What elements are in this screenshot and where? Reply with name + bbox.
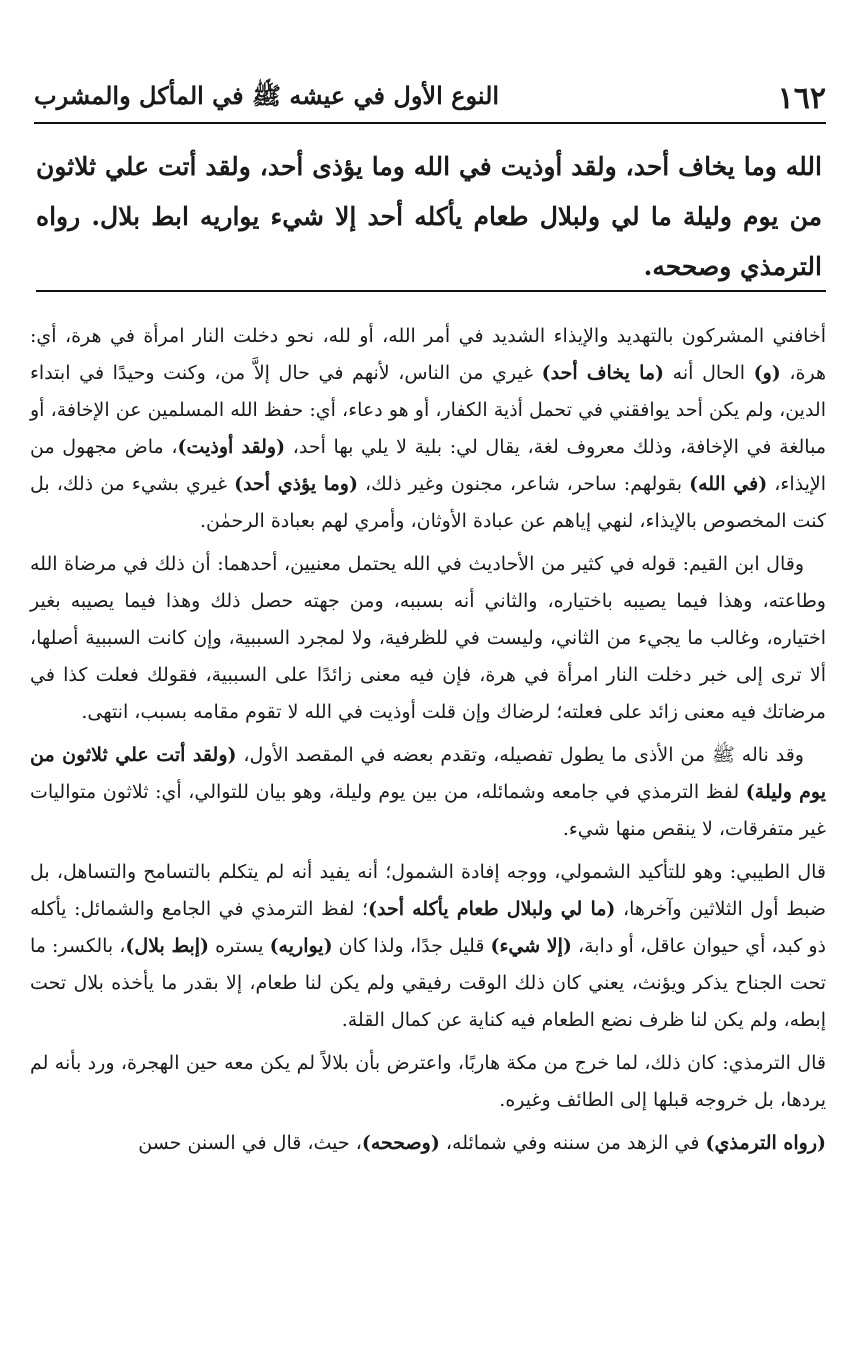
- text-run: ، بالكسر: ما تحت الجناح يذكر ويؤنث، يعني كان ذلك الوقت رفيقي ولم يكن لنا طعام، إلا بقدر ما يأخذه بلال تحت إبطه، ولم يكن لنا ظرف نضع الطعام فيه كناية عن كمال القلة.: [30, 935, 826, 1031]
- commentary-paragraph-1: [30, 318, 826, 540]
- text-run: غيري بشيء من ذلك، بل كنت المخصوص بالإيذاء، لنهي إياهم عن عبادة الأوثان، وأمري لهم بعبادة الرحمٰن.: [30, 473, 826, 532]
- text-run: ؛ لفظ الترمذي في الجامع والشمائل: يأكله ذو كبد، أي حيوان عاقل، أو دابة،: [30, 898, 826, 957]
- bold-quote: (إبط بلال): [125, 935, 210, 957]
- text-run: يستره: [209, 935, 270, 957]
- commentary-paragraph-2: وقال ابن القيم: قوله في كثير من الأحاديث في الله يحتمل معنيين، أحدهما: أن ذلك في مرضاة الله وطاعته، وهذا فيما يصيبه باختياره، والثاني أنه بسببه، ومن جهته حصل ذلك وهذا فيما يصيبه بغير اختياره، وغالب ما يجيء من الثاني، وليست في للظرفية، ولا لمجرد السببية، وإن كانت السببية أصلها، ألا ترى إلى خبر دخلت النار امرأة في هرة، فإن فيه معنى زائدًا على السببية، فقولك فعلت كذا في مرضاتك فيه معنى زائد على فعلته؛ لرضاك وإن قلت أوذيت في الله لا تقوم مقامه بسبب، انتهى.: [30, 553, 826, 723]
- text-run: وقد ناله ﷺ من الأذى ما يطول تفصيله، وتقدم بعضه في المقصد الأول،: [236, 744, 804, 766]
- commentary-paragraph-5: قال الترمذي: كان ذلك، لما خرج من مكة هاربًا، واعترض بأن بلالاً لم يكن معه حين الهجرة، ورد بأنه لم يردها، بل خروجه قبلها إلى الطائف وغيره.: [30, 1052, 826, 1111]
- page-number: ١٦٢: [777, 81, 826, 116]
- commentary-paragraph-3: [30, 737, 826, 848]
- bold-quote: (وصححه): [361, 1132, 440, 1154]
- text-run: أخافني المشركون بالتهديد والإيذاء الشديد في أمر الله، أو لله، نحو دخلت النار امرأة في هرة، أي: هرة،: [30, 325, 826, 384]
- bold-quote: (يواريه): [269, 935, 333, 957]
- text-run: ، حيث، قال في السنن حسن: [138, 1132, 362, 1154]
- text-run: قليل جدًا، ولذا كان: [332, 935, 491, 957]
- text-run: بقولهم: ساحر، شاعر، مجنون وغير ذلك،: [357, 473, 690, 495]
- page-header: [34, 74, 826, 124]
- bold-quote: (ولقد أتت علي ثلاثون من يوم وليلة): [30, 744, 826, 803]
- commentary-paragraph-6: [30, 1125, 826, 1162]
- bold-quote: (ما لي ولبلال طعام يأكله أحد): [368, 898, 616, 920]
- text-run: الحال أنه: [664, 362, 754, 384]
- text-run: في الزهد من سننه وفي شمائله،: [439, 1132, 706, 1154]
- bold-quote: (و): [753, 362, 781, 384]
- commentary-paragraph-4: [30, 854, 826, 1039]
- commentary: [30, 318, 826, 1168]
- text-run: غيري من الناس، لأنهم في حال إلاَّ من، وكنت وحيدًا في ابتداء الدين، ولم يكن أحد يوافقني في تحمل أذية الكفار، أو هو دعاء، أي: حفظ الله المسلمين عن الإخافة، أو مبالغة في الإخافة، وذلك معروف لغة، يقال لي: بلية لا يلي بها أحد،: [30, 362, 826, 458]
- section-divider: [36, 290, 826, 292]
- bold-quote: (وما يؤذي أحد): [234, 473, 358, 495]
- bold-quote: (ما يخاف أحد): [541, 362, 665, 384]
- text-run: ، ماض مجهول من الإيذاء،: [30, 436, 827, 495]
- bold-quote: (رواه الترمذي): [705, 1132, 826, 1154]
- bold-quote: (ولقد أوذيت): [177, 436, 286, 458]
- bold-quote: (إلا شيء): [490, 935, 572, 957]
- text-run: قال الطيبي: وهو للتأكيد الشمولي، ووجه إفادة الشمول؛ أنه يفيد أنه لم يتكلم بالتسامح والتساهل، بل ضبط أول الثلاثين وآخرها،: [30, 861, 826, 920]
- bold-quote: (في الله): [689, 473, 768, 495]
- running-title: النوع الأول في عيشه ﷺ في المأكل والمشرب: [34, 81, 500, 110]
- text-run: لفظ الترمذي في جامعه وشمائله، من بين يوم وليلة، وهو بيان للتوالي، أي: ثلاثون متواليات غير متفرقات، لا ينقص منها شيء.: [30, 781, 826, 840]
- hadith-text: الله وما يخاف أحد، ولقد أوذيت في الله وما يؤذى أحد، ولقد أتت علي ثلاثون من يوم وليلة ما لي ولبلال طعام يأكله أحد إلا شيء يواريه ابط بلال. رواه الترمذي وصححه.: [36, 152, 822, 281]
